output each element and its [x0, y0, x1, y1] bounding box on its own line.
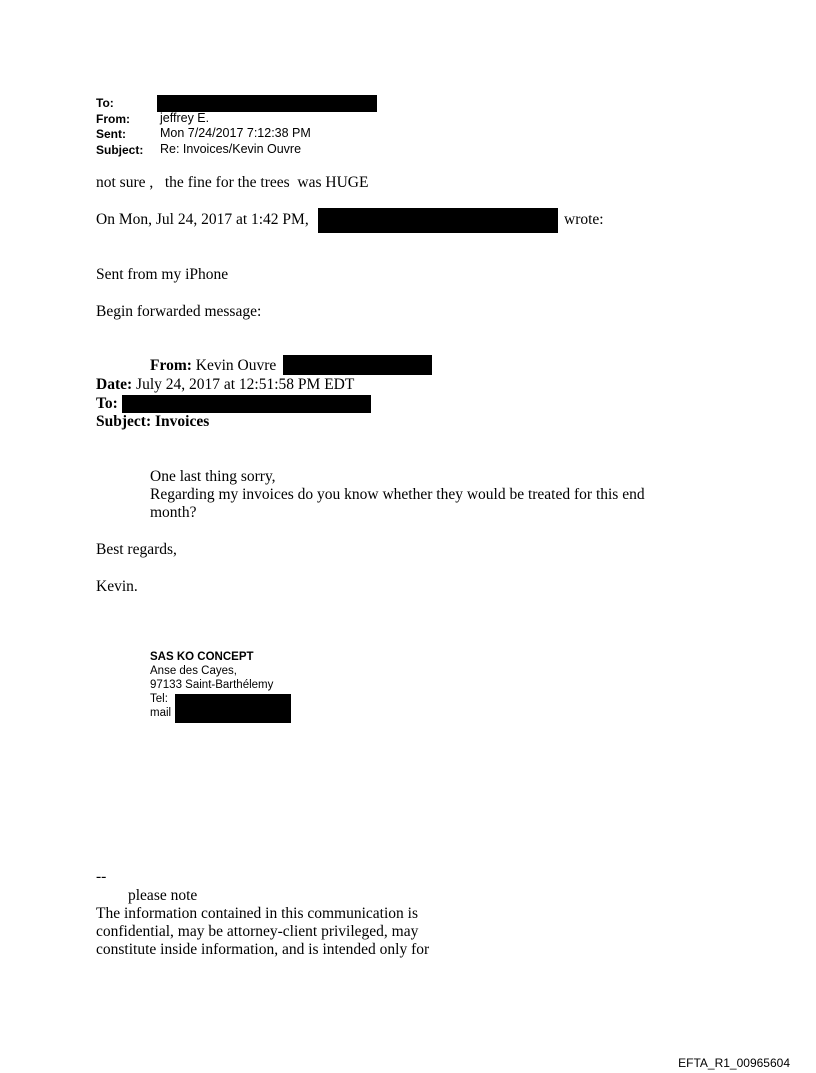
disclaimer-line: The information contained in this communication is — [96, 905, 418, 922]
reply-text: not sure , the fine for the trees was HUGE — [96, 174, 369, 191]
signature-dashes: -- — [96, 868, 107, 885]
signature-address: Anse des Cayes, — [150, 665, 237, 677]
from-label: From: — [96, 112, 130, 126]
please-note: please note — [128, 887, 198, 904]
disclaimer-line: constitute inside information, and is intended only for — [96, 941, 430, 958]
message-line: Regarding my invoices do you know whether they would be treated for this end — [150, 486, 645, 503]
fwd-subject-line — [96, 413, 209, 431]
fwd-subject-label: Subject: — [96, 413, 152, 430]
redaction-bar — [157, 95, 377, 112]
fwd-date-line — [96, 376, 354, 394]
closing: Best regards, — [96, 541, 177, 558]
fwd-from-line — [150, 357, 276, 375]
redaction-bar — [122, 395, 371, 413]
sent-value: Mon 7/24/2017 7:12:38 PM — [160, 126, 311, 140]
signoff: Kevin. — [96, 578, 138, 595]
signature-company: SAS KO CONCEPT — [150, 651, 254, 663]
signature-tel-label: Tel: — [150, 693, 168, 705]
sent-label: Sent: — [96, 127, 126, 141]
redaction-bar — [175, 694, 291, 723]
fwd-date-label: Date: — [96, 376, 133, 393]
quote-wrote: wrote: — [564, 211, 604, 228]
fwd-date-value: July 24, 2017 at 12:51:58 PM EDT — [136, 376, 355, 393]
disclaimer-line: confidential, may be attorney-client privileged, may — [96, 923, 419, 940]
subject-value: Re: Invoices/Kevin Ouvre — [160, 142, 302, 156]
fwd-from-value: Kevin Ouvre — [195, 357, 277, 374]
begin-forwarded: Begin forwarded message: — [96, 303, 262, 320]
message-line: One last thing sorry, — [150, 468, 276, 485]
signature-address: 97133 Saint-Barthélemy — [150, 679, 274, 691]
from-value: jeffrey E. — [160, 111, 210, 125]
signature-mail-label: mail — [150, 707, 172, 719]
redaction-bar — [318, 208, 558, 233]
to-label: To: — [96, 96, 114, 110]
fwd-to-label: To: — [96, 395, 118, 412]
fwd-subject-value: Invoices — [154, 413, 210, 430]
message-line: month? — [150, 504, 197, 521]
quote-intro: On Mon, Jul 24, 2017 at 1:42 PM, — [96, 211, 309, 228]
subject-label: Subject: — [96, 143, 144, 157]
fwd-from-label: From: — [150, 357, 192, 374]
sent-from-iphone: Sent from my iPhone — [96, 266, 229, 283]
redaction-bar — [283, 355, 432, 375]
document-id: EFTA_R1_00965604 — [678, 1056, 790, 1070]
